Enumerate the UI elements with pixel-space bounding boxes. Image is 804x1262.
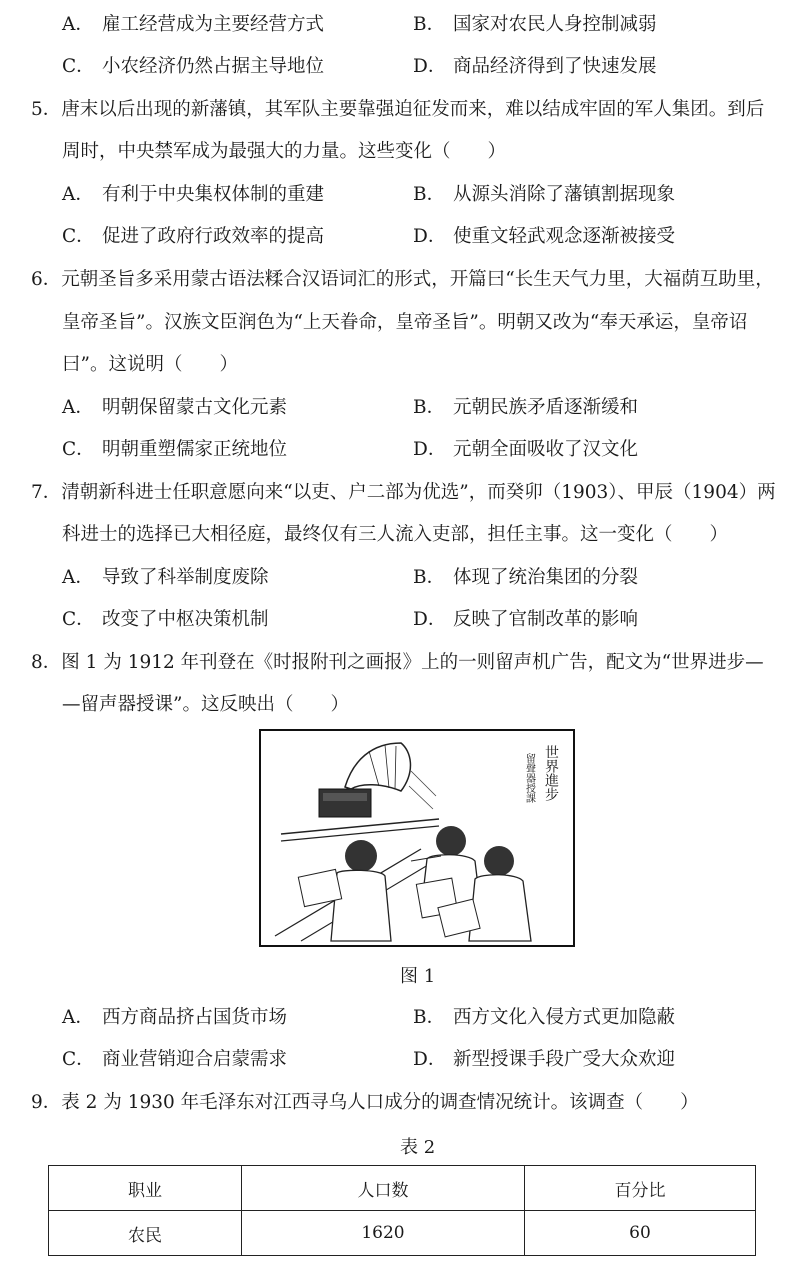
question-7-stem	[31, 480, 776, 506]
question-6-stem	[31, 267, 774, 293]
option-text: 商品经济得到了快速发展	[453, 56, 657, 77]
option-b[interactable]	[413, 182, 675, 208]
option-letter: B．	[413, 184, 446, 205]
option-text: 从源头消除了藩镇割据现象	[453, 184, 676, 205]
option-letter: C．	[62, 609, 95, 630]
option-a[interactable]	[62, 565, 269, 591]
inscription-sub: 留聲器授課	[523, 753, 535, 803]
table-header-cell: 人口数	[242, 1166, 525, 1211]
option-letter: B．	[413, 397, 446, 418]
question-6-stem-cont: 曰”。这说明（ ）	[62, 354, 238, 375]
option-b[interactable]	[413, 395, 638, 421]
option-text: 体现了统治集团的分裂	[453, 567, 639, 588]
option-letter: A．	[62, 14, 94, 35]
question-text: 唐末以后出现的新藩镇，其军队主要靠强迫征发而来，难以结成牢固的军人集团。到后	[61, 99, 765, 120]
question-number: 9．	[31, 1092, 62, 1113]
option-letter: D．	[413, 56, 447, 77]
option-text: 有利于中央集权体制的重建	[102, 184, 325, 205]
question-number: 5．	[31, 99, 62, 120]
table-row	[49, 1211, 756, 1256]
option-letter: A．	[62, 567, 94, 588]
option-a[interactable]	[62, 395, 287, 421]
option-text: 元朝全面吸收了汉文化	[453, 439, 639, 460]
option-letter: C．	[62, 56, 95, 77]
option-c[interactable]	[62, 54, 324, 80]
figure-caption: 图 1	[400, 966, 436, 987]
option-text: 商业营销迎合启蒙需求	[102, 1049, 288, 1070]
option-text: 雇工经营成为主要经营方式	[102, 14, 325, 35]
option-letter: D．	[413, 226, 447, 247]
option-text: 导致了科举制度废除	[102, 567, 269, 588]
option-text: 西方文化入侵方式更加隐蔽	[453, 1007, 676, 1028]
gramophone-ad-illustration	[259, 729, 575, 947]
option-d[interactable]	[413, 607, 638, 633]
question-8-stem-cont: —留声器授课”。这反映出（ ）	[62, 694, 349, 715]
question-5-stem	[31, 97, 764, 123]
option-letter: B．	[413, 14, 446, 35]
option-text: 新型授课手段广受大众欢迎	[453, 1049, 676, 1070]
option-b[interactable]	[413, 565, 638, 591]
option-b[interactable]	[413, 1005, 675, 1031]
option-text: 反映了官制改革的影响	[453, 609, 639, 630]
question-9-stem	[31, 1090, 699, 1116]
option-a[interactable]	[62, 182, 324, 208]
inscription-main: 世界進步	[543, 745, 559, 801]
option-text: 小农经济仍然占据主导地位	[102, 56, 325, 77]
table-header-cell: 职业	[49, 1166, 242, 1211]
option-text: 改变了中枢决策机制	[102, 609, 269, 630]
option-text: 使重文轻武观念逐渐被接受	[453, 226, 676, 247]
option-c[interactable]	[62, 224, 324, 250]
option-text: 元朝民族矛盾逐渐缓和	[453, 397, 639, 418]
option-letter: B．	[413, 1007, 446, 1028]
option-text: 明朝重塑儒家正统地位	[102, 439, 288, 460]
table-cell: 1620	[242, 1211, 525, 1256]
question-text: 图 1 为 1912 年刊登在《时报附刊之画报》上的一则留声机广告，配文为“世界进步—	[61, 652, 764, 673]
option-a[interactable]	[62, 12, 324, 38]
table-cell: 农民	[49, 1211, 242, 1256]
option-text: 西方商品挤占国货市场	[102, 1007, 288, 1028]
option-d[interactable]	[413, 1047, 675, 1073]
option-d[interactable]	[413, 224, 675, 250]
option-c[interactable]	[62, 607, 269, 633]
option-letter: A．	[62, 1007, 94, 1028]
question-number: 7．	[31, 482, 62, 503]
question-text: 清朝新科进士任职意愿向来“以吏、户二部为优选”，而癸卯（1903）、甲辰（1904）两	[61, 482, 776, 503]
option-text: 国家对农民人身控制减弱	[453, 14, 657, 35]
option-c[interactable]	[62, 437, 287, 463]
table-header-row	[49, 1166, 756, 1211]
option-a[interactable]	[62, 1005, 287, 1031]
option-letter: C．	[62, 439, 95, 460]
option-letter: A．	[62, 184, 94, 205]
table-caption: 表 2	[400, 1137, 436, 1158]
option-letter: C．	[62, 1049, 95, 1070]
option-letter: B．	[413, 567, 446, 588]
option-letter: D．	[413, 439, 447, 460]
option-d[interactable]	[413, 437, 638, 463]
population-table	[48, 1165, 756, 1256]
option-letter: D．	[413, 609, 447, 630]
option-d[interactable]	[413, 54, 657, 80]
option-letter: A．	[62, 397, 94, 418]
option-b[interactable]	[413, 12, 657, 38]
option-letter: C．	[62, 226, 95, 247]
question-number: 6．	[31, 269, 62, 290]
option-c[interactable]	[62, 1047, 287, 1073]
table-header-cell: 百分比	[525, 1166, 756, 1211]
table-cell: 60	[525, 1211, 756, 1256]
question-text: 元朝圣旨多采用蒙古语法糅合汉语词汇的形式，开篇曰“长生天气力里，大福荫互助里，	[61, 269, 774, 290]
question-5-stem-cont: 周时，中央禁军成为最强大的力量。这些变化（ ）	[62, 141, 507, 162]
question-7-stem-cont: 科进士的选择已大相径庭，最终仅有三人流入吏部，担任主事。这一变化（ ）	[62, 524, 729, 545]
illustration-drawing	[261, 731, 573, 945]
question-8-stem	[31, 650, 764, 676]
question-number: 8．	[31, 652, 62, 673]
option-text: 促进了政府行政效率的提高	[102, 226, 325, 247]
option-letter: D．	[413, 1049, 447, 1070]
question-6-stem-cont: 皇帝圣旨”。汉族文臣润色为“上天眷命，皇帝圣旨”。明朝又改为“奉天承运，皇帝诏	[62, 312, 748, 333]
option-text: 明朝保留蒙古文化元素	[102, 397, 288, 418]
question-text: 表 2 为 1930 年毛泽东对江西寻乌人口成分的调查情况统计。该调查（ ）	[61, 1092, 699, 1113]
